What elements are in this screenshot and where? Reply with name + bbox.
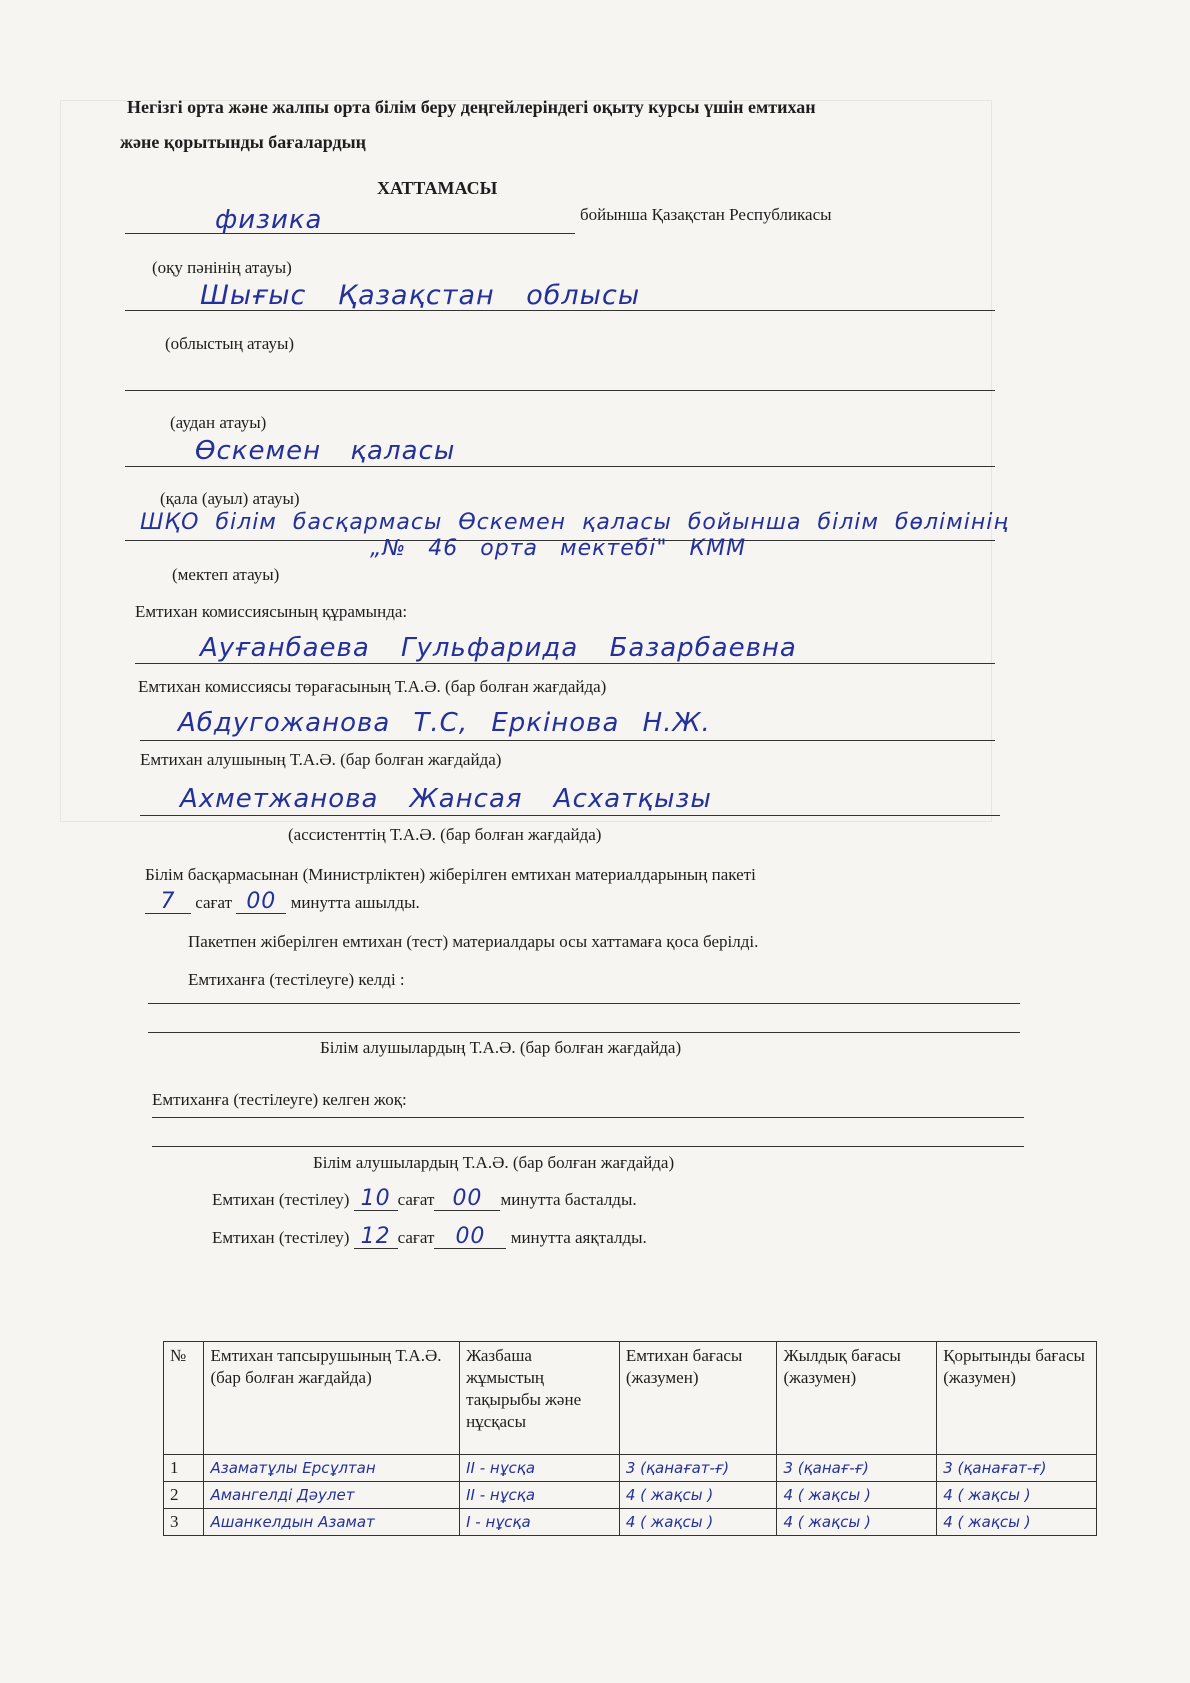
row-variant: II - нұсқа	[460, 1455, 620, 1482]
package-sagat: сағат	[195, 893, 233, 912]
header-line-1: Негізгі орта және жалпы орта білім беру деңгейлеріндегі оқыту курсы үшін емтихан	[127, 97, 816, 117]
start-minute-blank	[434, 1186, 500, 1211]
row-exam-grade: 4 ( жақсы )	[619, 1509, 777, 1536]
package-line-1: Білім басқармасынан (Министрліктен) жіберілген емтихан материалдарының пакеті	[145, 865, 756, 884]
table-row	[164, 1482, 1097, 1509]
district-caption: (аудан атауы)	[170, 413, 267, 432]
district-line	[125, 390, 995, 391]
end-prefix: Емтихан (тестілеу)	[212, 1228, 350, 1247]
header-name: Емтихан тапсырушының Т.А.Ә. (бар болған жағдайда)	[204, 1342, 460, 1455]
start-sagat: сағат	[397, 1190, 435, 1209]
row-exam-grade: 4 ( жақсы )	[619, 1482, 777, 1509]
row-year-grade: 4 ( жақсы )	[777, 1482, 937, 1509]
city-value: Өскемен қаласы	[195, 436, 456, 466]
commission-label: Емтихан комиссиясының құрамында:	[135, 602, 408, 621]
absent-line-1	[152, 1117, 1024, 1118]
row-year-grade: 4 ( жақсы )	[777, 1509, 937, 1536]
region-value: Шығыс Қазақстан облысы	[200, 280, 641, 311]
row-final-grade: 4 ( жақсы )	[937, 1482, 1097, 1509]
start-hour-blank	[354, 1186, 398, 1211]
row-number: 1	[164, 1455, 204, 1482]
row-final-grade: 3 (қанағат-ғ)	[937, 1455, 1097, 1482]
absent-label: Емтиханға (тестілеуге) келген жоқ:	[152, 1090, 407, 1109]
subject-value: физика	[215, 205, 323, 235]
start-minute: 00	[452, 1186, 483, 1211]
end-sagat: сағат	[397, 1228, 435, 1247]
end-hour: 12	[360, 1224, 391, 1249]
end-minute-blank	[434, 1224, 506, 1249]
absent-caption: Білім алушылардың Т.А.Ә. (бар болған жағдайда)	[313, 1153, 675, 1172]
absent-line-2	[152, 1146, 1024, 1147]
city-line	[125, 466, 995, 467]
school-caption: (мектеп атауы)	[172, 565, 280, 584]
chair-caption: Емтихан комиссиясы төрағасының Т.А.Ә. (бар болған жағдайда)	[138, 677, 607, 696]
subject-line	[125, 233, 575, 234]
row-number: 3	[164, 1509, 204, 1536]
came-label: Емтиханға (тестілеуге) келді :	[188, 970, 405, 989]
row-exam-grade: 3 (қанағат-ғ)	[619, 1455, 777, 1482]
city-caption: (қала (ауыл) атауы)	[160, 489, 300, 508]
page-title: ХАТТАМАСЫ	[377, 178, 498, 198]
came-line-2	[148, 1032, 1020, 1033]
start-prefix: Емтихан (тестілеу)	[212, 1190, 350, 1209]
table-row	[164, 1509, 1097, 1536]
assistant-caption: (ассистенттің Т.А.Ә. (бар болған жағдайда)	[288, 825, 602, 844]
examiners-caption: Емтихан алушының Т.А.Ә. (бар болған жағдайда)	[140, 750, 502, 769]
region-caption: (облыстың атауы)	[165, 334, 295, 353]
start-time-row	[212, 1186, 637, 1211]
row-number: 2	[164, 1482, 204, 1509]
package-open-row	[145, 889, 420, 914]
header-exam-grade: Емтихан бағасы (жазумен)	[619, 1342, 777, 1455]
package-minute-blank	[236, 889, 286, 914]
package-attached: Пакетпен жіберілген емтихан (тест) материалдары осы хаттамаға қоса берілді.	[188, 932, 759, 951]
subject-caption: (оқу пәнінің атауы)	[152, 258, 292, 277]
package-opened: минутта ашылды.	[290, 893, 420, 912]
end-minute: 00	[455, 1224, 486, 1249]
came-caption: Білім алушылардың Т.А.Ә. (бар болған жағдайда)	[320, 1038, 682, 1057]
assistant-value: Ахметжанова Жансая Асхатқызы	[180, 784, 712, 814]
school-value-line-2: „№ 46 орта мектебі" КММ	[370, 536, 747, 561]
subject-suffix: бойынша Қазақстан Республикасы	[580, 205, 832, 224]
came-line-1	[148, 1003, 1020, 1004]
end-time-row	[212, 1224, 647, 1249]
school-value-line-1: ШҚО білім басқармасы Өскемен қаласы бойынша білім бөлімінің	[140, 510, 1009, 535]
package-hour-blank	[145, 889, 191, 914]
header-year-grade: Жылдық бағасы (жазумен)	[777, 1342, 937, 1455]
package-minute: 00	[246, 889, 277, 914]
table-row	[164, 1455, 1097, 1482]
end-suffix: минутта аяқталды.	[510, 1228, 647, 1247]
row-final-grade: 4 ( жақсы )	[937, 1509, 1097, 1536]
row-year-grade: 3 (қанағ-ғ)	[777, 1455, 937, 1482]
row-variant: I - нұсқа	[460, 1509, 620, 1536]
start-hour: 10	[360, 1186, 391, 1211]
table-header-row	[164, 1342, 1097, 1455]
header-number: №	[164, 1342, 204, 1455]
row-name: Амангелді Дәулет	[204, 1482, 460, 1509]
header-line-2: және қорытынды бағалардың	[120, 132, 366, 152]
chair-value: Ауғанбаева Гульфарида Базарбаевна	[200, 633, 797, 663]
end-hour-blank	[354, 1224, 398, 1249]
row-variant: II - нұсқа	[460, 1482, 620, 1509]
header-final-grade: Қорытынды бағасы (жазумен)	[937, 1342, 1097, 1455]
row-name: Азаматұлы Ерсұлтан	[204, 1455, 460, 1482]
start-suffix: минутта басталды.	[500, 1190, 637, 1209]
assistant-line	[140, 815, 1000, 816]
header-variant: Жазбаша жұмыстың тақырыбы және нұсқасы	[460, 1342, 620, 1455]
row-name: Ашанкелдын Азамат	[204, 1509, 460, 1536]
grades-table	[163, 1341, 1097, 1536]
examiners-line	[140, 740, 995, 741]
package-hour: 7	[160, 889, 176, 914]
examiners-value: Абдугожанова Т.С, Еркінова Н.Ж.	[178, 708, 711, 738]
chair-line	[135, 663, 995, 664]
